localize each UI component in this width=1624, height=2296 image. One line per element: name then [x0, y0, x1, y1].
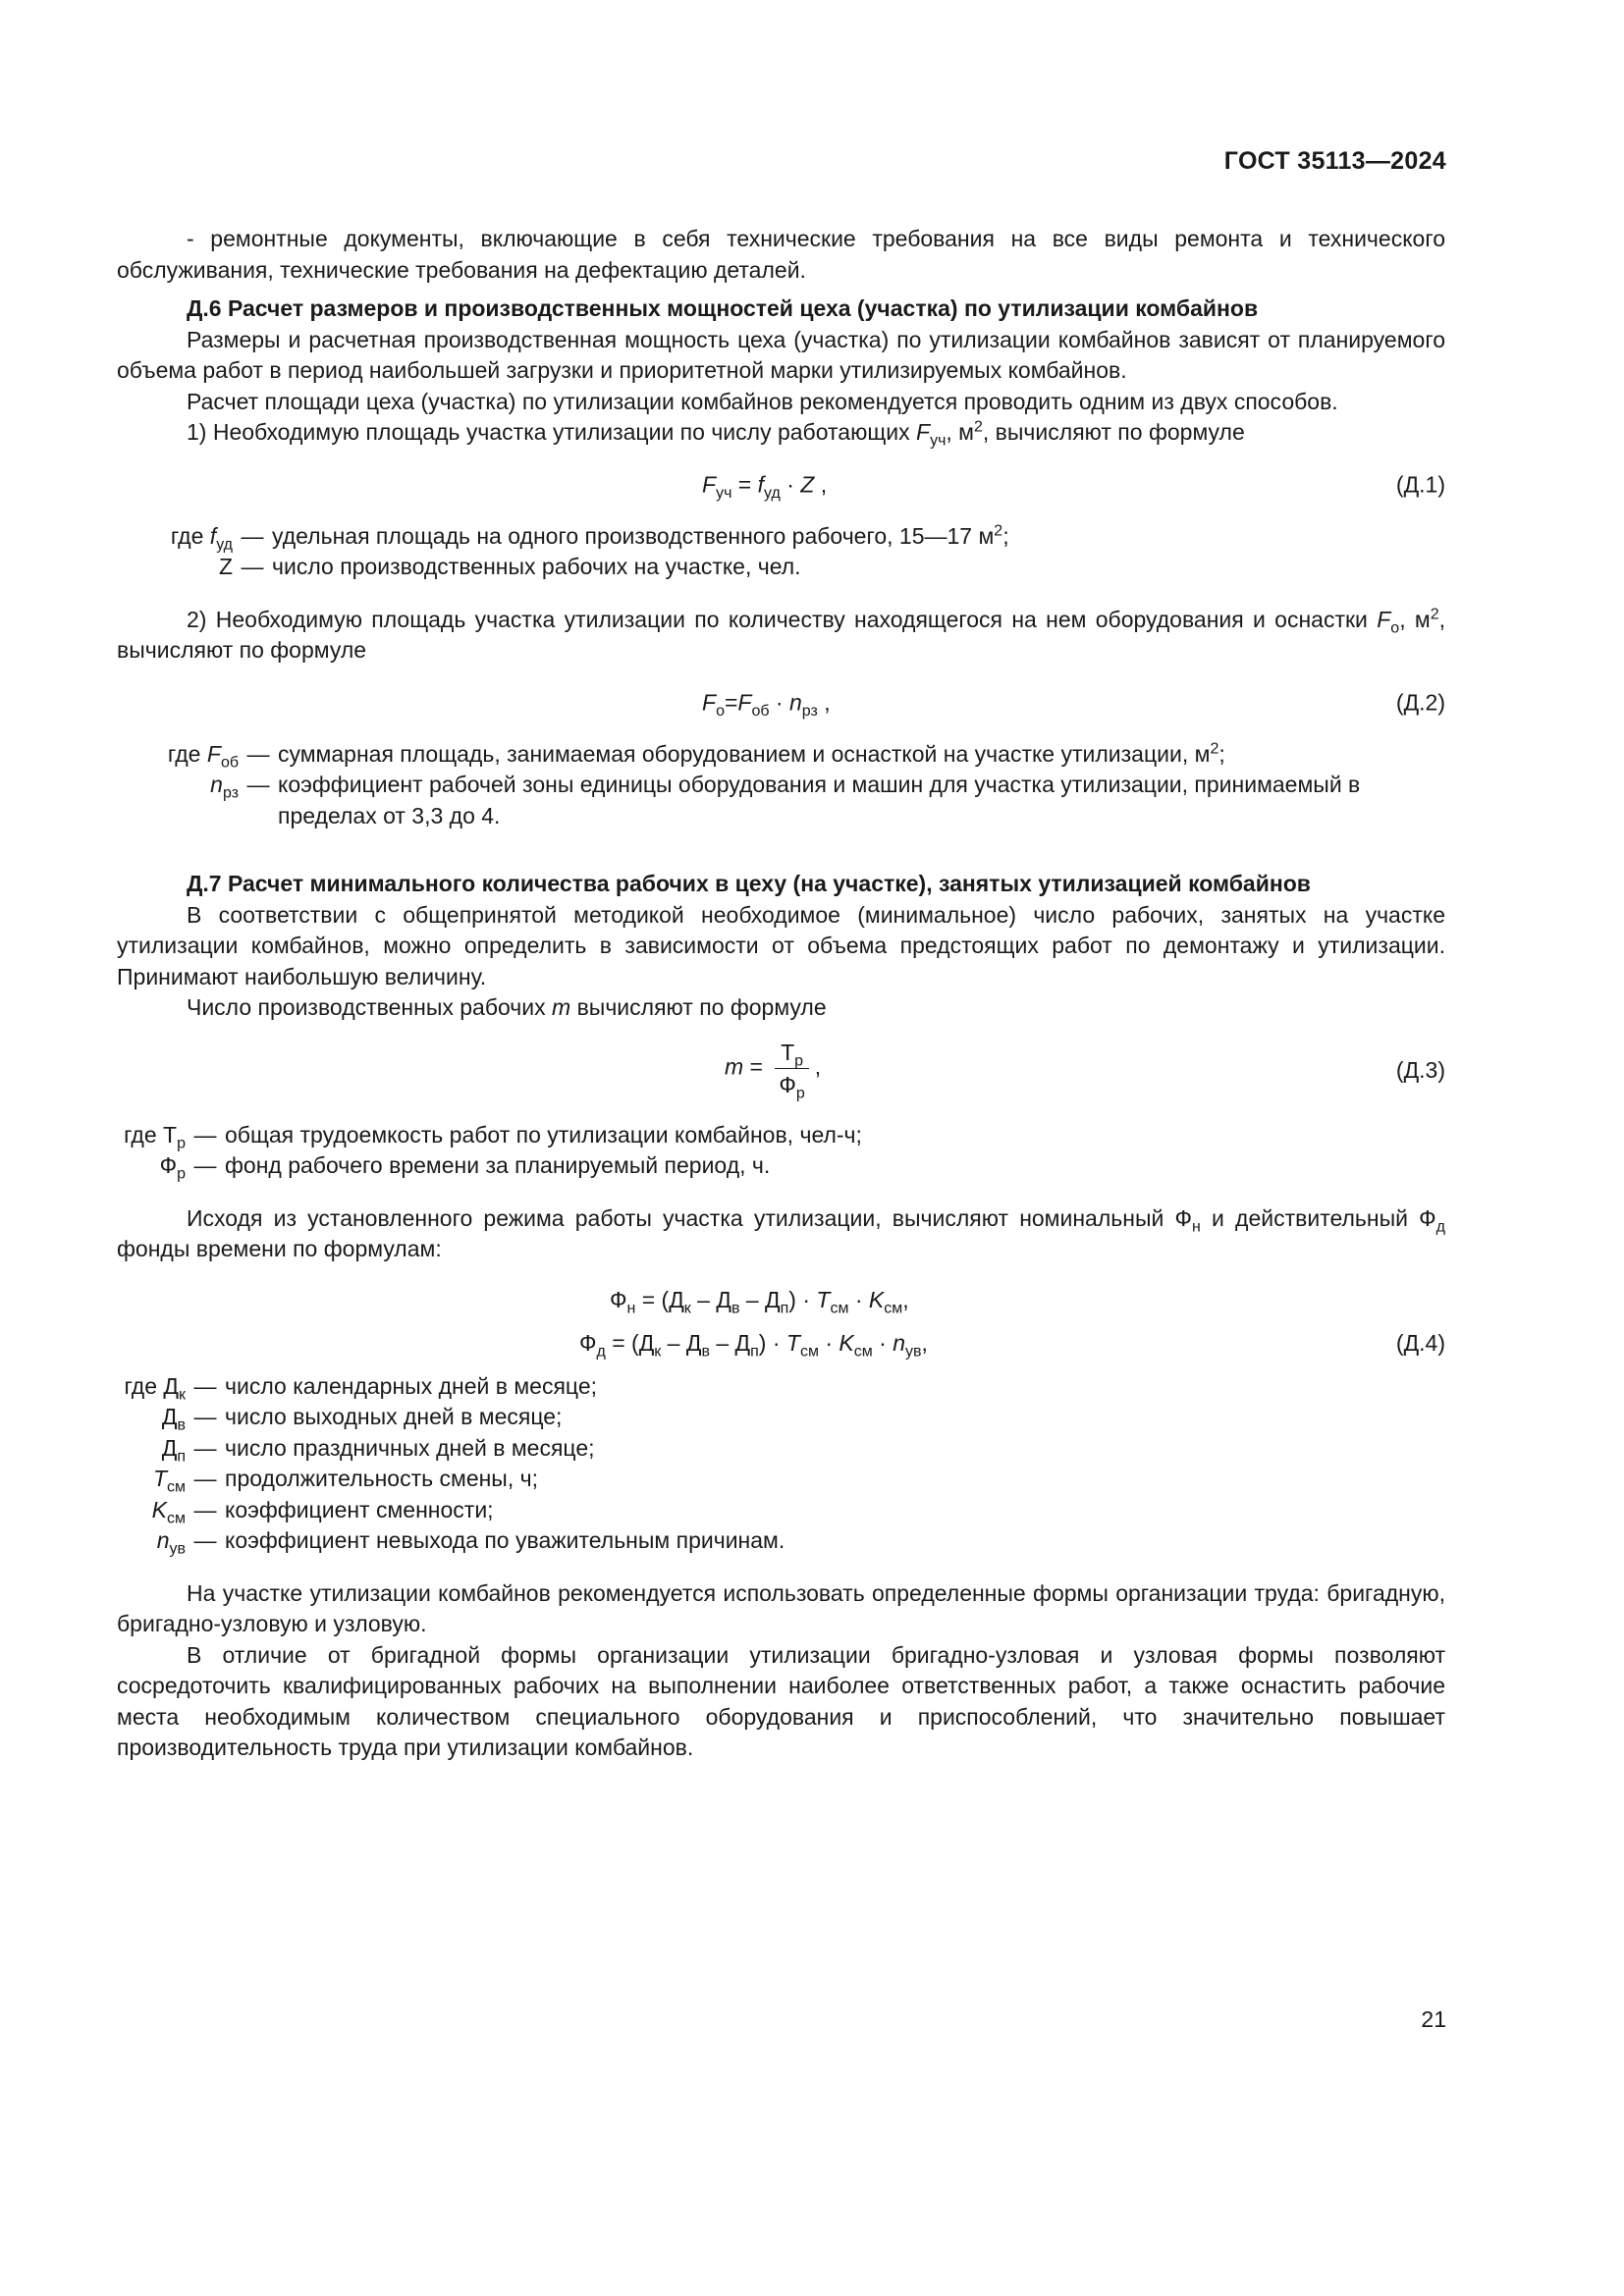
explanation-list	[117, 1371, 1445, 1557]
paragraph: Исходя из установленного режима работы участка утилизации, вычисляют номинальный $Ф_н$ и действительный $Ф_д$ фонды времени по формулам:	[117, 1204, 1445, 1261]
section-heading-d7: Д.7 Расчет минимального количества рабочих в цеху (на участке), занятых утилизацией комбайнов	[187, 871, 1311, 896]
paragraph: В отличие от бригадной формы организации утилизации бригадно-узловая и узловая формы позволяют сосредоточить квалифицированных рабочих на выполнении наиболее ответственных работ, а также оснастить рабочие места необходимым количеством специального оборудования и приспособлений, что значительно повышает производительность труда при утилизации комбайнов.	[117, 1641, 1445, 1760]
formula-d4	[117, 1271, 1445, 1371]
section-heading-d6: Д.6 Расчет размеров и производственных мощностей цеха (участка) по утилизации комбайнов	[187, 295, 1259, 321]
formula-expression: m = $\frac{Т_р}{Ф_р}$ ,	[725, 1039, 822, 1102]
paragraph: 1) Необходимую площадь участка утилизации по числу работающих $F_{уч}$, $м^2$, вычисляют по формуле	[187, 418, 1245, 450]
explanation-row: $K_{см}$ — коэффициент сменности;	[151, 1496, 494, 1527]
formula-d2	[117, 667, 1445, 739]
paragraph: Размеры и расчетная производственная мощность цеха (участка) по утилизации комбайнов зависят от планируемого объема работ в период наибольшей загрузки и приоритетной марки утилизируемых комбайнов.	[117, 326, 1445, 383]
formula-number: (Д.4)	[1395, 1329, 1445, 1356]
formula-number: (Д.3)	[1395, 1056, 1445, 1083]
explanation-list	[117, 521, 1445, 583]
formula-number: (Д.1)	[1395, 470, 1445, 497]
formula-d1	[117, 449, 1445, 521]
page-number: 21	[1421, 2006, 1446, 2032]
explanation-row: $T_{см}$ — продолжительность смены, ч;	[152, 1466, 538, 1496]
explanation-row: $n_{ув}$ — коэффициент невыхода по уважительным причинам.	[156, 1527, 785, 1558]
explanation-row: $Д_в$ — число выходных дней в месяце;	[161, 1404, 563, 1434]
explanation-row: где $f_{уд}$ — удельная площадь на одного производственного рабочего, 15—17 $м^2$;	[170, 521, 1009, 554]
fraction: $\frac{Т_р}{Ф_р}$	[773, 1038, 810, 1099]
formula-d3	[117, 1030, 1445, 1120]
formula-line-nominal: $Ф_н = (Д_к - Д_в - Д_п) \cdot T_{см} \cdot K_{см}$,	[610, 1286, 909, 1317]
explanation-row: где $Т_р$ — общая трудоемкость работ по утилизации комбайнов, чел-ч;	[124, 1121, 862, 1152]
standard-number: ГОСТ 35113—2024	[1223, 147, 1446, 175]
formula-number: (Д.2)	[1395, 688, 1445, 715]
paragraph: 2) Необходимую площадь участка утилизации по количеству находящегося на нем оборудования и оснастки $F_о$, $м^2$, вычисляют по формуле	[117, 605, 1445, 663]
formula-line-actual: $Ф_д = (Д_к - Д_в - Д_п) \cdot T_{см} \cdot K_{см} \cdot n_{ув}$,	[579, 1329, 928, 1361]
explanation-list	[117, 1120, 1445, 1182]
explanation-row: $Ф_р$ — фонд рабочего времени за планируемый период, ч.	[159, 1152, 771, 1183]
explanation-row: $n_{рз}$ — коэффициент рабочей зоны единицы оборудования и машин для участка утилизации, принимаемый в пределах от 3,3 до 4.	[210, 772, 1361, 828]
formula-expression: $F_{уч} = f_{уд} \cdot Z$ ,	[702, 470, 828, 502]
paragraph: Число производственных рабочих m вычисляют по формуле	[187, 994, 827, 1020]
paragraph: Расчет площади цеха (участка) по утилизации комбайнов рекомендуется проводить одним из двух способов.	[187, 388, 1338, 414]
page-content	[117, 224, 1445, 1764]
intro-list-item: - ремонтные документы, включающие в себя технические требования на все виды ремонта и технического обслуживания, технические требования на дефектацию деталей.	[117, 226, 1445, 283]
explanation-row: где $F_{об}$ — суммарная площадь, занимаемая оборудованием и оснасткой на участке утилизации, $м^2$;	[167, 739, 1225, 772]
explanation-list	[117, 739, 1445, 832]
explanation-row: Z — число производственных рабочих на участке, чел.	[218, 554, 801, 579]
paragraph: На участке утилизации комбайнов рекомендуется использовать определенные формы организации труда: бригадную, бригадно-узловую и узловую.	[117, 1579, 1445, 1636]
explanation-row: $Д_п$ — число праздничных дней в месяце;	[161, 1434, 595, 1466]
formula-expression: $F_о=F_{об} \cdot n_{рз}$ ,	[702, 688, 831, 720]
paragraph: В соответствии с общепринятой методикой необходимое (минимальное) число рабочих, занятых на участке утилизации комбайнов, можно определить в зависимости от объема предстоящих работ по демонтажу и утилизации. Принимают наибольшую величину.	[117, 901, 1445, 989]
explanation-row: где $Д_к$ — число календарных дней в месяце;	[124, 1372, 598, 1404]
